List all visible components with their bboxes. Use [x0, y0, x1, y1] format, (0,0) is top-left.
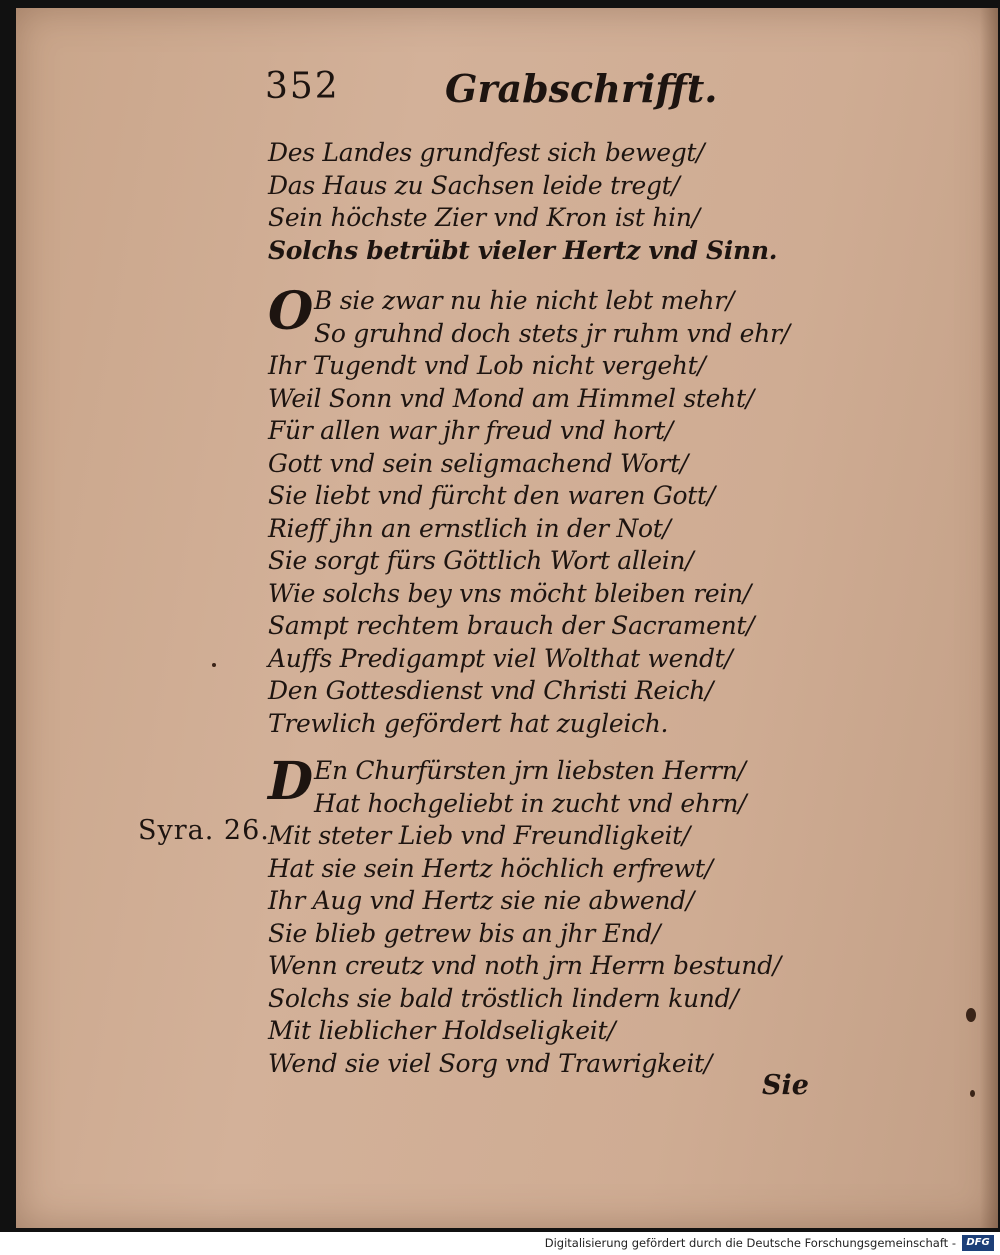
verse-line: Sampt rechtem brauch der Sacrament/ [268, 611, 755, 640]
verse-line: Trewlich gefördert hat zugleich. [268, 708, 669, 738]
digitization-footer [0, 1232, 1000, 1255]
verse-line: B sie zwar nu hie nicht lebt mehr/ [314, 286, 735, 315]
verse-line: Ihr Aug vnd Hertz sie nie abwend/ [268, 886, 695, 915]
ink-blemish [970, 1090, 975, 1097]
verse-line: Hat sie sein Hertz höchlich erfrewt/ [268, 853, 713, 883]
ink-blemish [966, 1008, 976, 1022]
verse-line: Gott vnd sein seligmachend Wort/ [268, 448, 688, 478]
verse-line: Des Landes grundfest sich bewegt/ [268, 138, 705, 167]
verse-line: Ihr Tugendt vnd Lob nicht vergeht/ [268, 351, 706, 380]
verse-line: Wend sie viel Sorg vnd Trawrigkeit/ [268, 1048, 712, 1078]
verse-line: Das Haus zu Sachsen leide tregt/ [268, 170, 680, 200]
verse-line: Sie liebt vnd fürcht den waren Gott/ [268, 481, 715, 510]
verse-line: Hat hochgeliebt in zucht vnd ehrn/ [314, 788, 747, 818]
verse-line: Sie sorgt fürs Göttlich Wort allein/ [268, 546, 694, 575]
funding-credit: Digitalisierung gefördert durch die Deutsche Forschungsgemeinschaft - [544, 1236, 956, 1250]
running-head: Grabschrifft. [445, 66, 718, 111]
margin-note: Syra. 26. [138, 815, 270, 846]
verse-line: Weil Sonn vnd Mond am Himmel steht/ [268, 383, 754, 413]
verse-line: Auffs Predigampt viel Wolthat wendt/ [268, 643, 733, 673]
dfg-logo: DFG [962, 1235, 994, 1251]
verse-line: Solchs sie bald tröstlich lindern kund/ [268, 983, 739, 1013]
page-number: 352 [265, 66, 340, 107]
verse-line: Für allen war jhr freud vnd hort/ [268, 416, 673, 445]
catchword: Sie [762, 1070, 809, 1101]
drop-initial: O [268, 281, 314, 342]
verse-line: Mit lieblicher Holdseligkeit/ [268, 1016, 616, 1045]
stanza-1 [268, 137, 777, 267]
verse-line: Wie solchs bey vns möcht bleiben rein/ [268, 578, 751, 608]
stanza-3 [268, 751, 781, 1080]
verse-line: Den Gottesdienst vnd Christi Reich/ [268, 676, 714, 705]
page-edge-shadow [980, 8, 998, 1228]
ink-blemish [212, 663, 216, 667]
verse-line: En Churfürsten jrn liebsten Herrn/ [314, 756, 746, 785]
verse-line: So gruhnd doch stets jr ruhm vnd ehr/ [314, 318, 790, 348]
verse-line: Rieff jhn an ernstlich in der Not/ [268, 513, 671, 543]
verse-line: Sie blieb getrew bis an jhr End/ [268, 918, 661, 948]
verse-line: Mit steter Lieb vnd Freundligkeit/ [268, 821, 691, 850]
drop-initial: D [268, 751, 314, 812]
verse-line: Wenn creutz vnd noth jrn Herrn bestund/ [268, 951, 781, 980]
verse-line: Solchs betrübt vieler Hertz vnd Sinn. [268, 235, 778, 265]
stanza-2 [268, 281, 790, 740]
verse-line: Sein höchste Zier vnd Kron ist hin/ [268, 203, 700, 232]
